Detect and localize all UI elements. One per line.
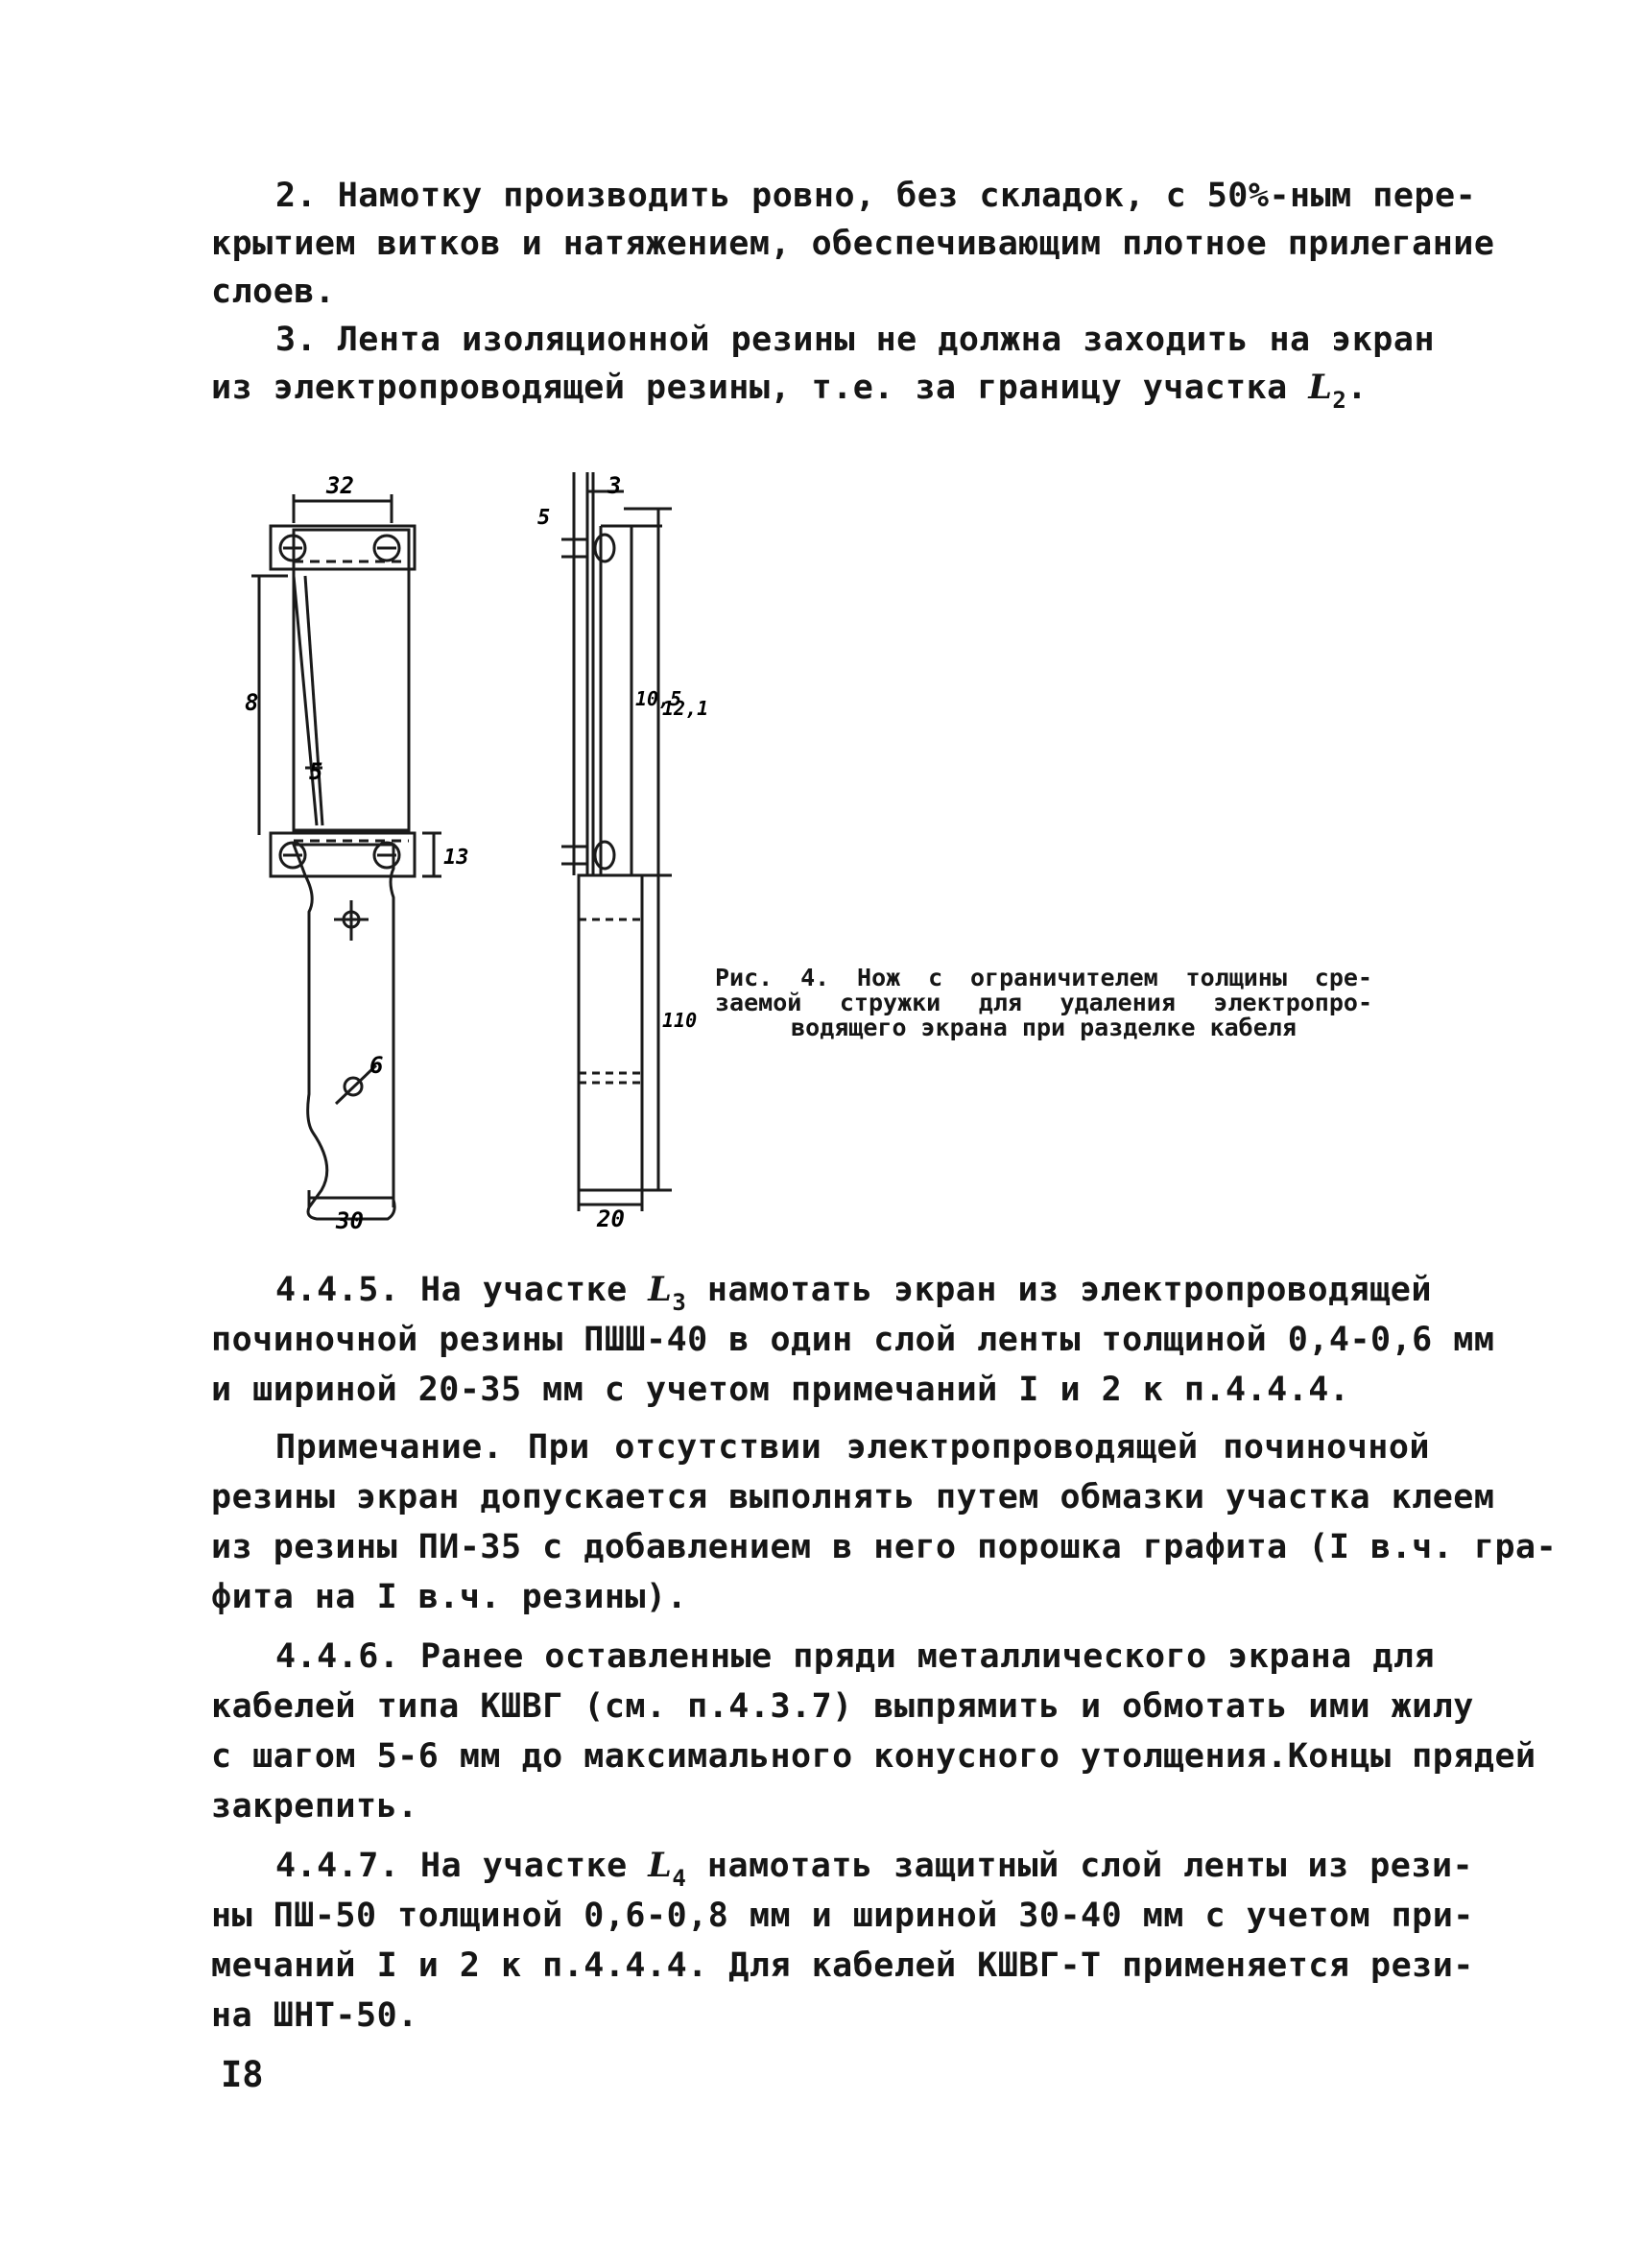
para3-line2-end: . — [1346, 369, 1368, 407]
sec447-text-a: 4.4.7. На участке — [275, 1847, 649, 1885]
dim-right-small: 5 — [537, 506, 551, 530]
sec446-line2: кабелей типа КШВГ (см. п.4.3.7) выпрямить и обмотать ими жилу — [211, 1687, 1474, 1726]
para2-line3: слоев. — [211, 273, 336, 311]
dim-left-bottom: 30 — [336, 1207, 364, 1234]
knife-front-handle — [294, 845, 394, 1219]
dim-right-bottom: 20 — [597, 1206, 625, 1232]
para3-line2-text: из электропроводящей резины, т.е. за границу участка — [211, 369, 1309, 407]
dim-left-small: 5 — [309, 758, 323, 785]
dim-left-tab: 13 — [443, 846, 469, 870]
sec445-text-b: намотать экран из электропроводящей — [686, 1271, 1432, 1309]
sec446-line4: закрепить. — [211, 1787, 418, 1826]
sec445-text-a: 4.4.5. На участке — [275, 1271, 649, 1309]
knife-side-handle — [579, 875, 642, 1190]
sec445-line3: и шириной 20-35 мм с учетом примечаний I и 2 к п.4.4.4. — [211, 1371, 1350, 1409]
dim-right-inner: 10,5 — [635, 687, 682, 710]
para3-line1: 3. Лента изоляционной резины не должна заходить на экран — [275, 321, 1436, 359]
var-L3-sub: 3 — [672, 1289, 687, 1316]
dim-left-top: 32 — [326, 472, 354, 499]
dim-right-handle: 110 — [662, 1009, 698, 1032]
figure-caption-line1: Рис. 4. Нож с ограничителем толщины сре- — [715, 964, 1372, 991]
dim-left-height: 8 — [245, 689, 259, 716]
var-L3: L — [648, 1270, 673, 1309]
var-L4-sub: 4 — [672, 1865, 687, 1892]
sec445-line1 — [275, 1269, 1430, 1314]
note-line1: Примечание. При отсутствии электропроводящей починочной — [275, 1428, 1430, 1467]
note-line2: резины экран допускается выполнять путем обмазки участка клеем — [211, 1478, 1495, 1516]
sec447-line2: ны ПШ-50 толщиной 0,6-0,8 мм и шириной 30-40 мм с учетом при- — [211, 1897, 1474, 1935]
para2-line1: 2. Намотку производить ровно, без складок, с 50%-ным пере- — [275, 177, 1477, 215]
figure-caption-line2: заемой стружки для удаления электропро- — [715, 989, 1372, 1016]
dim-right-top: 3 — [607, 472, 622, 499]
sec447-line4: на ШНТ-50. — [211, 1996, 418, 2035]
figure-caption-line3: водящего экрана при разделке кабеля — [791, 1014, 1297, 1041]
sec447-text-b: намотать защитный слой ленты из рези- — [686, 1847, 1474, 1885]
dim-right-outer: 12,1 — [662, 697, 709, 720]
var-L2-sub: 2 — [1332, 387, 1347, 414]
knife-front-outline — [294, 530, 409, 830]
var-L2: L — [1308, 368, 1333, 407]
dim-left-angle: 6 — [369, 1052, 384, 1079]
sec445-line2: починочной резины ПШШ-40 в один слой ленты толщиной 0,4-0,6 мм — [211, 1321, 1495, 1359]
var-L4: L — [648, 1846, 673, 1885]
page-number: I8 — [221, 2054, 264, 2095]
note-line3: из резины ПИ-35 с добавлением в него порошка графита (I в.ч. гра- — [211, 1528, 1558, 1566]
sec446-line3: с шагом 5-6 мм до максимального конусного утолщения.Концы прядей — [211, 1737, 1536, 1776]
sec447-line3: мечаний I и 2 к п.4.4.4. Для кабелей КШВГ-Т применяется рези- — [211, 1946, 1474, 1985]
sec447-line1 — [275, 1845, 1474, 1892]
note-line4: фита на I в.ч. резины). — [211, 1578, 688, 1616]
sec446-line1: 4.4.6. Ранее оставленные пряди металлического экрана для — [275, 1637, 1436, 1676]
para2-line2: крытием витков и натяжением, обеспечивающим плотное прилегание — [211, 225, 1495, 263]
